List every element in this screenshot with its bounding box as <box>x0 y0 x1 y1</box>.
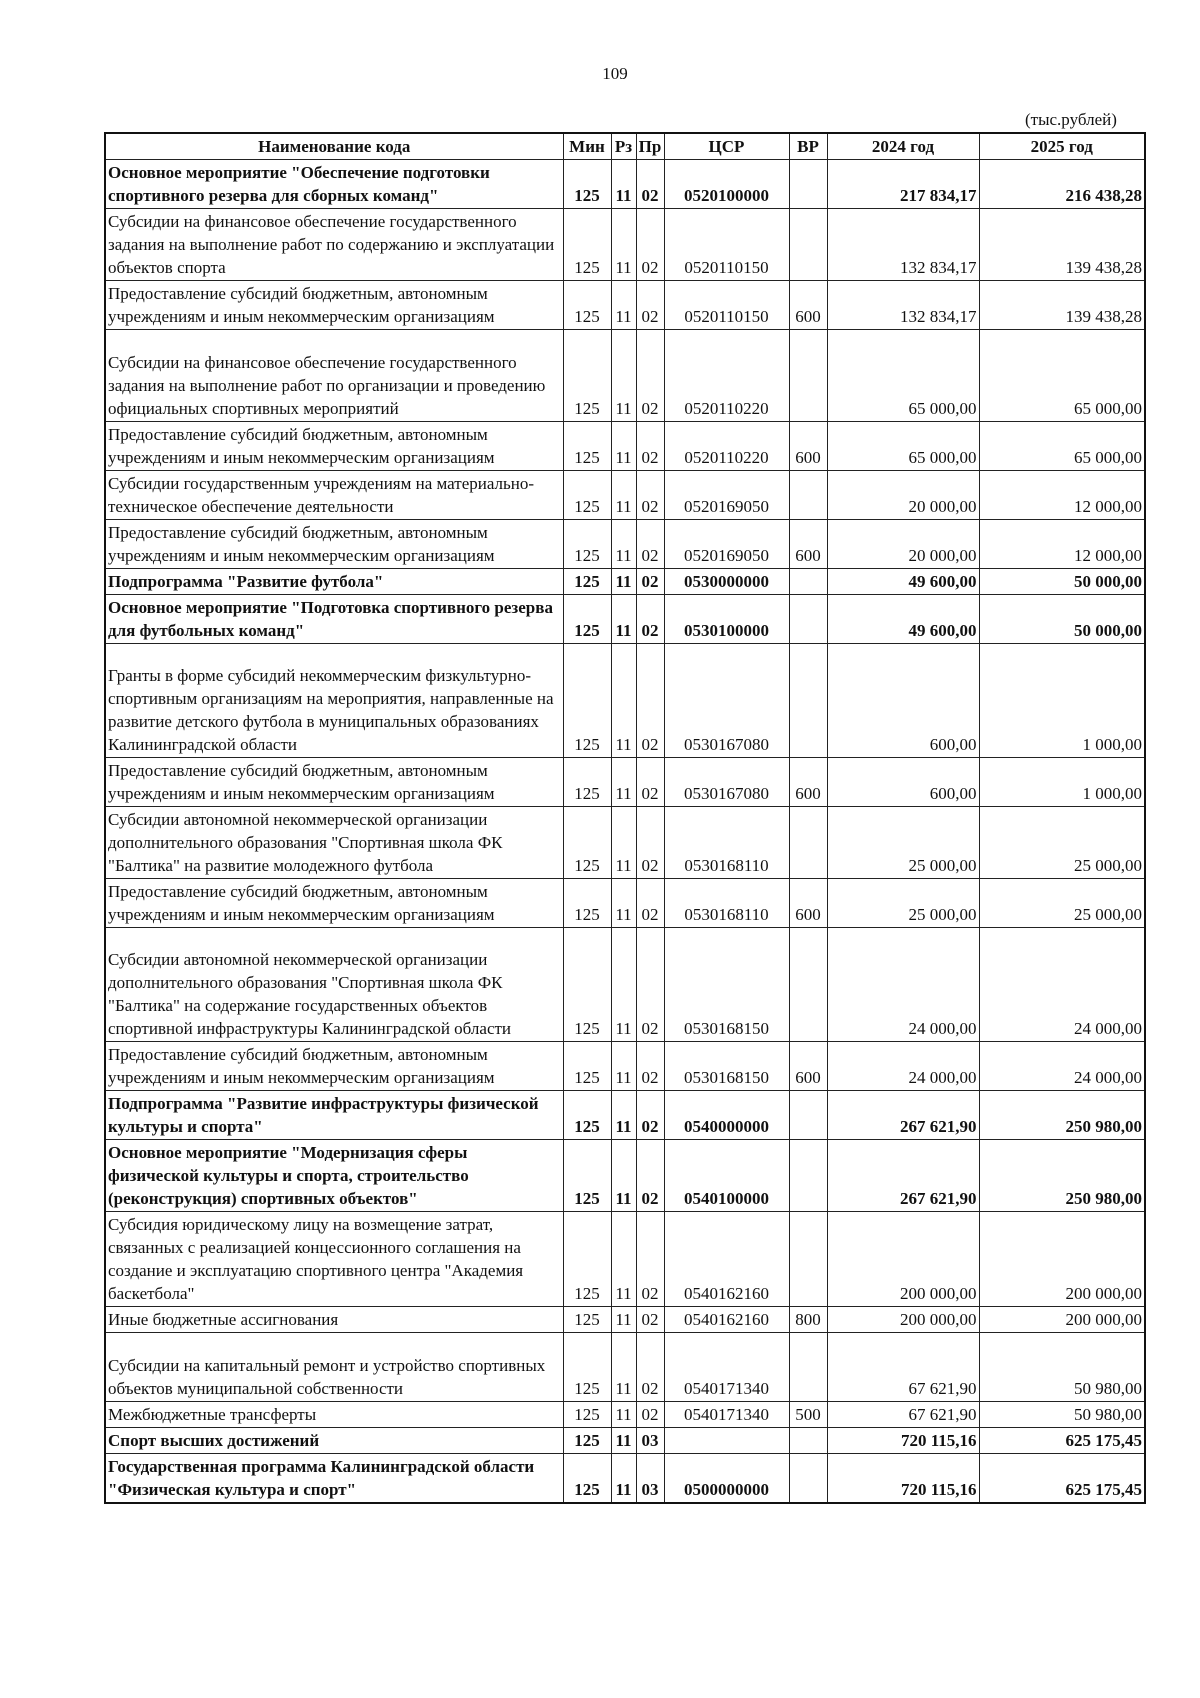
table-row <box>105 160 1145 209</box>
row-rz: 11 <box>611 644 636 758</box>
row-vr: 600 <box>789 758 827 807</box>
row-2024: 24 000,00 <box>827 1042 979 1091</box>
row-pr: 02 <box>636 1091 664 1140</box>
row-rz: 11 <box>611 1402 636 1428</box>
row-2025: 25 000,00 <box>979 807 1145 879</box>
row-rz: 11 <box>611 595 636 644</box>
row-vr <box>789 1454 827 1504</box>
row-min: 125 <box>563 569 611 595</box>
row-name: Основное мероприятие "Подготовка спортивного резерва для футбольных команд" <box>105 595 563 644</box>
header-2024: 2024 год <box>827 133 979 160</box>
table-row <box>105 928 1145 1042</box>
row-vr <box>789 1212 827 1307</box>
header-csr: ЦСР <box>664 133 789 160</box>
row-vr <box>789 569 827 595</box>
row-csr: 0540171340 <box>664 1402 789 1428</box>
row-csr: 0520110220 <box>664 422 789 471</box>
header-pr: Пр <box>636 133 664 160</box>
row-pr: 02 <box>636 1333 664 1402</box>
row-csr: 0530100000 <box>664 595 789 644</box>
row-pr: 02 <box>636 595 664 644</box>
row-pr: 02 <box>636 879 664 928</box>
row-vr <box>789 330 827 422</box>
row-vr: 500 <box>789 1402 827 1428</box>
row-2024: 720 115,16 <box>827 1428 979 1454</box>
row-csr: 0520110150 <box>664 209 789 281</box>
table-header-row <box>105 133 1145 160</box>
table-row <box>105 1307 1145 1333</box>
row-min: 125 <box>563 330 611 422</box>
row-vr: 600 <box>789 1042 827 1091</box>
row-pr: 02 <box>636 1212 664 1307</box>
row-csr: 0540162160 <box>664 1307 789 1333</box>
row-pr: 02 <box>636 520 664 569</box>
row-vr: 600 <box>789 422 827 471</box>
row-rz: 11 <box>611 1091 636 1140</box>
row-2025: 50 000,00 <box>979 569 1145 595</box>
row-csr: 0530168110 <box>664 807 789 879</box>
row-csr: 0540171340 <box>664 1333 789 1402</box>
row-2024: 25 000,00 <box>827 807 979 879</box>
row-vr <box>789 644 827 758</box>
row-rz: 11 <box>611 520 636 569</box>
row-2024: 132 834,17 <box>827 209 979 281</box>
row-vr: 800 <box>789 1307 827 1333</box>
row-2025: 12 000,00 <box>979 471 1145 520</box>
row-pr: 02 <box>636 807 664 879</box>
table-row <box>105 471 1145 520</box>
row-csr: 0500000000 <box>664 1454 789 1504</box>
row-pr: 02 <box>636 1402 664 1428</box>
row-rz: 11 <box>611 422 636 471</box>
row-csr: 0530168110 <box>664 879 789 928</box>
row-rz: 11 <box>611 1428 636 1454</box>
row-name: Предоставление субсидий бюджетным, автономным учреждениям и иным некоммерческим организациям <box>105 1042 563 1091</box>
row-2025: 250 980,00 <box>979 1140 1145 1212</box>
row-min: 125 <box>563 160 611 209</box>
row-2025: 139 438,28 <box>979 281 1145 330</box>
row-csr: 0520169050 <box>664 471 789 520</box>
row-csr: 0540000000 <box>664 1091 789 1140</box>
row-pr: 02 <box>636 281 664 330</box>
row-min: 125 <box>563 1307 611 1333</box>
row-name: Субсидии на финансовое обеспечение государственного задания на выполнение работ по организации и проведению официальных спортивных мероприятий <box>105 330 563 422</box>
row-rz: 11 <box>611 209 636 281</box>
row-pr: 02 <box>636 471 664 520</box>
row-min: 125 <box>563 1140 611 1212</box>
row-rz: 11 <box>611 807 636 879</box>
budget-table <box>104 132 1146 1504</box>
row-min: 125 <box>563 520 611 569</box>
row-2024: 24 000,00 <box>827 928 979 1042</box>
row-rz: 11 <box>611 330 636 422</box>
row-csr: 0520100000 <box>664 160 789 209</box>
row-rz: 11 <box>611 879 636 928</box>
row-vr <box>789 1140 827 1212</box>
row-pr: 02 <box>636 1042 664 1091</box>
row-min: 125 <box>563 209 611 281</box>
row-name: Предоставление субсидий бюджетным, автономным учреждениям и иным некоммерческим организациям <box>105 879 563 928</box>
row-rz: 11 <box>611 160 636 209</box>
row-name: Государственная программа Калининградской области "Физическая культура и спорт" <box>105 1454 563 1504</box>
row-csr: 0530168150 <box>664 1042 789 1091</box>
row-pr: 02 <box>636 1140 664 1212</box>
row-vr: 600 <box>789 281 827 330</box>
table-row <box>105 1428 1145 1454</box>
table-row <box>105 1333 1145 1402</box>
row-vr <box>789 1091 827 1140</box>
table-row <box>105 1140 1145 1212</box>
row-name: Подпрограмма "Развитие инфраструктуры физической культуры и спорта" <box>105 1091 563 1140</box>
row-min: 125 <box>563 879 611 928</box>
row-min: 125 <box>563 1091 611 1140</box>
row-min: 125 <box>563 595 611 644</box>
row-vr <box>789 471 827 520</box>
row-2025: 50 000,00 <box>979 595 1145 644</box>
page-number: 109 <box>602 64 628 83</box>
row-name: Предоставление субсидий бюджетным, автономным учреждениям и иным некоммерческим организациям <box>105 281 563 330</box>
table-row <box>105 758 1145 807</box>
row-pr: 02 <box>636 422 664 471</box>
row-pr: 02 <box>636 758 664 807</box>
row-rz: 11 <box>611 1042 636 1091</box>
row-2025: 250 980,00 <box>979 1091 1145 1140</box>
row-min: 125 <box>563 644 611 758</box>
row-2025: 50 980,00 <box>979 1402 1145 1428</box>
table-row <box>105 520 1145 569</box>
row-2025: 200 000,00 <box>979 1212 1145 1307</box>
row-2024: 49 600,00 <box>827 569 979 595</box>
row-2024: 67 621,90 <box>827 1402 979 1428</box>
row-rz: 11 <box>611 471 636 520</box>
row-rz: 11 <box>611 1140 636 1212</box>
row-name: Спорт высших достижений <box>105 1428 563 1454</box>
row-rz: 11 <box>611 281 636 330</box>
table-row <box>105 1402 1145 1428</box>
row-name: Субсидии автономной некоммерческой организации дополнительного образования "Спортивная школа ФК "Балтика" на содержание государственных объектов спортивной инфраструктуры Калининградской области <box>105 928 563 1042</box>
row-csr: 0520169050 <box>664 520 789 569</box>
row-csr: 0530168150 <box>664 928 789 1042</box>
row-2025: 65 000,00 <box>979 330 1145 422</box>
table-body <box>105 160 1145 1504</box>
table-row <box>105 807 1145 879</box>
row-name: Межбюджетные трансферты <box>105 1402 563 1428</box>
row-2025: 25 000,00 <box>979 879 1145 928</box>
row-pr: 02 <box>636 209 664 281</box>
row-vr <box>789 595 827 644</box>
table-row <box>105 330 1145 422</box>
row-min: 125 <box>563 1333 611 1402</box>
row-2024: 267 621,90 <box>827 1091 979 1140</box>
row-2024: 20 000,00 <box>827 471 979 520</box>
table-row <box>105 1042 1145 1091</box>
row-min: 125 <box>563 1212 611 1307</box>
table-row <box>105 879 1145 928</box>
row-min: 125 <box>563 422 611 471</box>
row-pr: 02 <box>636 928 664 1042</box>
row-name: Предоставление субсидий бюджетным, автономным учреждениям и иным некоммерческим организациям <box>105 758 563 807</box>
row-vr <box>789 1428 827 1454</box>
header-min: Мин <box>563 133 611 160</box>
row-2024: 132 834,17 <box>827 281 979 330</box>
row-vr <box>789 209 827 281</box>
row-vr <box>789 807 827 879</box>
row-rz: 11 <box>611 569 636 595</box>
row-2024: 600,00 <box>827 644 979 758</box>
row-2024: 25 000,00 <box>827 879 979 928</box>
row-2025: 24 000,00 <box>979 928 1145 1042</box>
row-vr <box>789 1333 827 1402</box>
row-vr <box>789 928 827 1042</box>
table-row <box>105 281 1145 330</box>
row-pr: 02 <box>636 569 664 595</box>
row-rz: 11 <box>611 1333 636 1402</box>
row-2024: 267 621,90 <box>827 1140 979 1212</box>
row-2024: 49 600,00 <box>827 595 979 644</box>
row-name: Субсидия юридическому лицу на возмещение затрат, связанных с реализацией концессионного соглашения на создание и эксплуатацию спортивного центра "Академия баскетбола" <box>105 1212 563 1307</box>
row-vr: 600 <box>789 520 827 569</box>
row-2025: 1 000,00 <box>979 758 1145 807</box>
row-pr: 03 <box>636 1454 664 1504</box>
row-2025: 625 175,45 <box>979 1428 1145 1454</box>
row-2024: 65 000,00 <box>827 330 979 422</box>
row-name: Субсидии на финансовое обеспечение государственного задания на выполнение работ по содержанию и эксплуатации объектов спорта <box>105 209 563 281</box>
row-2025: 216 438,28 <box>979 160 1145 209</box>
table-row <box>105 595 1145 644</box>
row-csr: 0530167080 <box>664 758 789 807</box>
row-pr: 02 <box>636 644 664 758</box>
units-label: (тыс.рублей) <box>1025 110 1117 129</box>
row-2024: 600,00 <box>827 758 979 807</box>
row-2024: 65 000,00 <box>827 422 979 471</box>
row-min: 125 <box>563 1042 611 1091</box>
row-2025: 50 980,00 <box>979 1333 1145 1402</box>
row-min: 125 <box>563 807 611 879</box>
header-rz: Рз <box>611 133 636 160</box>
row-2024: 217 834,17 <box>827 160 979 209</box>
row-min: 125 <box>563 281 611 330</box>
row-2025: 1 000,00 <box>979 644 1145 758</box>
row-2024: 200 000,00 <box>827 1307 979 1333</box>
row-name: Основное мероприятие "Модернизация сферы физической культуры и спорта, строительство (реконструкция) спортивных объектов" <box>105 1140 563 1212</box>
row-2024: 20 000,00 <box>827 520 979 569</box>
row-2024: 720 115,16 <box>827 1454 979 1504</box>
row-rz: 11 <box>611 1212 636 1307</box>
row-csr: 0520110150 <box>664 281 789 330</box>
row-csr: 0530000000 <box>664 569 789 595</box>
row-name: Гранты в форме субсидий некоммерческим физкультурно-спортивным организациям на мероприятия, направленные на развитие детского футбола в муниципальных образованиях Калининградской области <box>105 644 563 758</box>
row-name: Предоставление субсидий бюджетным, автономным учреждениям и иным некоммерческим организациям <box>105 422 563 471</box>
row-csr: 0540162160 <box>664 1212 789 1307</box>
table-row <box>105 1454 1145 1504</box>
row-csr: 0540100000 <box>664 1140 789 1212</box>
row-name: Иные бюджетные ассигнования <box>105 1307 563 1333</box>
table-row <box>105 1212 1145 1307</box>
row-vr: 600 <box>789 879 827 928</box>
row-rz: 11 <box>611 758 636 807</box>
row-name: Субсидии на капитальный ремонт и устройство спортивных объектов муниципальной собственности <box>105 1333 563 1402</box>
row-2025: 625 175,45 <box>979 1454 1145 1504</box>
row-min: 125 <box>563 758 611 807</box>
header-2025: 2025 год <box>979 133 1145 160</box>
row-csr <box>664 1428 789 1454</box>
table-row <box>105 1091 1145 1140</box>
row-min: 125 <box>563 471 611 520</box>
row-pr: 02 <box>636 330 664 422</box>
row-2024: 200 000,00 <box>827 1212 979 1307</box>
row-rz: 11 <box>611 1454 636 1504</box>
row-min: 125 <box>563 1428 611 1454</box>
row-name: Субсидии автономной некоммерческой организации дополнительного образования "Спортивная школа ФК "Балтика" на развитие молодежного футбола <box>105 807 563 879</box>
row-name: Подпрограмма "Развитие футбола" <box>105 569 563 595</box>
table-row <box>105 422 1145 471</box>
row-rz: 11 <box>611 928 636 1042</box>
row-name: Предоставление субсидий бюджетным, автономным учреждениям и иным некоммерческим организациям <box>105 520 563 569</box>
row-name: Основное мероприятие "Обеспечение подготовки спортивного резерва для сборных команд" <box>105 160 563 209</box>
row-vr <box>789 160 827 209</box>
row-2025: 139 438,28 <box>979 209 1145 281</box>
row-rz: 11 <box>611 1307 636 1333</box>
row-2025: 24 000,00 <box>979 1042 1145 1091</box>
table-row <box>105 569 1145 595</box>
row-2025: 200 000,00 <box>979 1307 1145 1333</box>
table-row <box>105 644 1145 758</box>
row-2025: 65 000,00 <box>979 422 1145 471</box>
row-min: 125 <box>563 1402 611 1428</box>
table-row <box>105 209 1145 281</box>
row-pr: 02 <box>636 160 664 209</box>
row-name: Субсидии государственным учреждениям на материально-техническое обеспечение деятельности <box>105 471 563 520</box>
row-2025: 12 000,00 <box>979 520 1145 569</box>
header-vr: ВР <box>789 133 827 160</box>
row-pr: 02 <box>636 1307 664 1333</box>
row-csr: 0530167080 <box>664 644 789 758</box>
row-csr: 0520110220 <box>664 330 789 422</box>
row-min: 125 <box>563 928 611 1042</box>
row-2024: 67 621,90 <box>827 1333 979 1402</box>
header-name: Наименование кода <box>105 133 563 160</box>
row-min: 125 <box>563 1454 611 1504</box>
row-pr: 03 <box>636 1428 664 1454</box>
